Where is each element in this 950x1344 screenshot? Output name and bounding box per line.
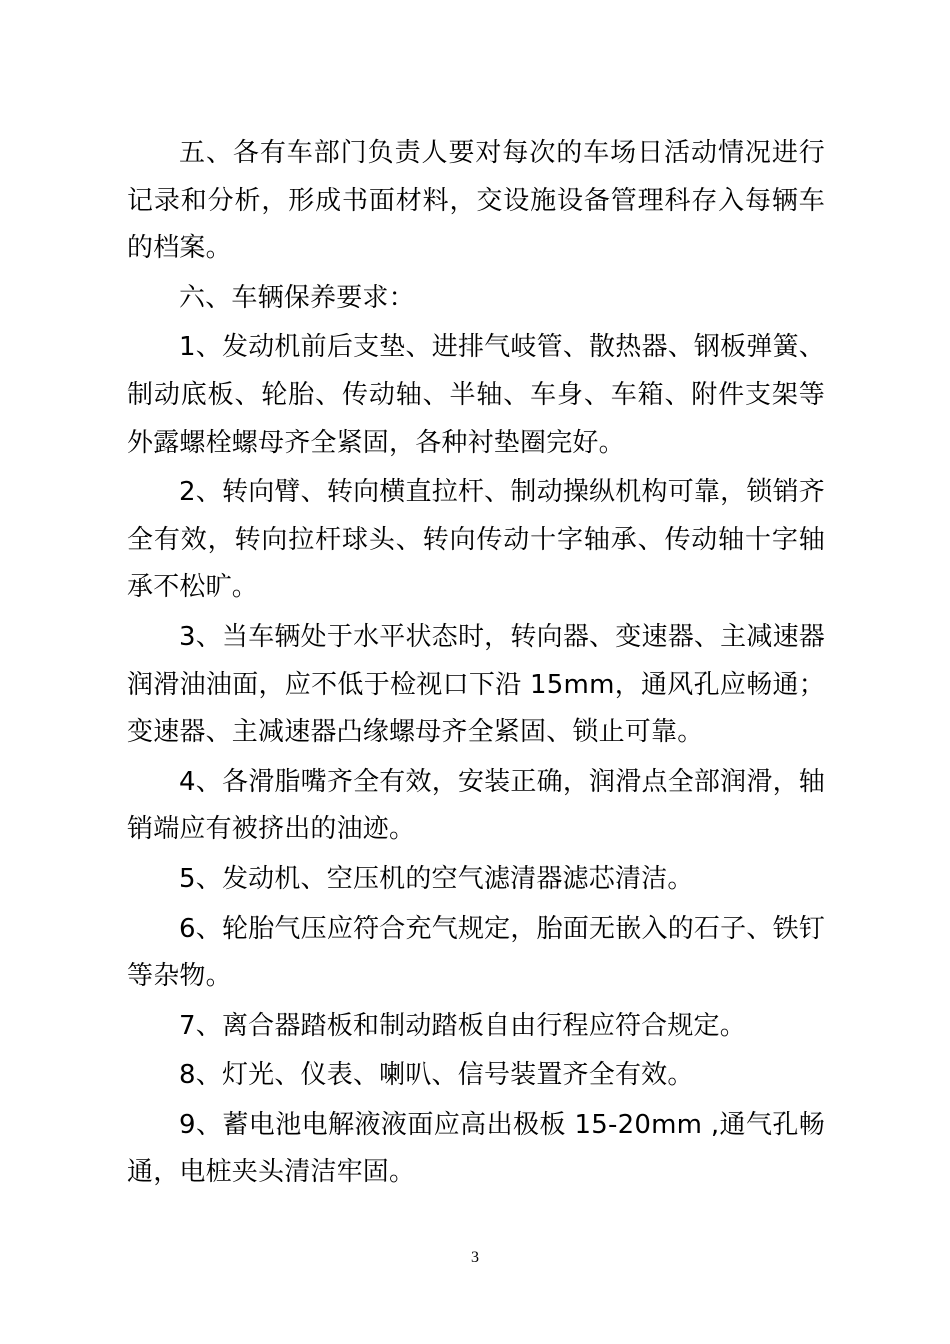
page-number: 3 [471,1249,479,1266]
paragraph-6-maintenance-heading: 六、车辆保养要求： [179,282,415,313]
maintenance-item-8: 8、灯光、仪表、喇叭、信号装置齐全有效。 [179,1060,694,1091]
maintenance-item-3: 3、当车辆处于水平状态时，转向器、变速器、主减速器润滑油油面，应不低于检视口下沿 15mm，通风孔应畅通；变速器、主减速器凸缘螺母齐全紧固、锁止可靠。 [127,621,825,748]
maintenance-item-2: 2、转向臂、转向横直拉杆、制动操纵机构可靠，锁销齐全有效，转向拉杆球头、转向传动十字轴承、传动轴十字轴承不松旷。 [127,477,825,603]
maintenance-item-9: 9、蓄电池电解液液面应高出极板 15-20mm ,通气孔畅通，电桩夹头清洁牢固。 [127,1109,825,1188]
document-body [127,130,825,1199]
maintenance-item-7: 7、离合器踏板和制动踏板自由行程应符合规定。 [179,1010,746,1041]
maintenance-item-4: 4、各滑脂嘴齐全有效，安装正确，润滑点全部润滑，轴销端应有被挤出的油迹。 [127,766,825,845]
maintenance-item-1: 1、发动机前后支垫、进排气岐管、散热器、钢板弹簧、制动底板、轮胎、传动轴、半轴、车身、车箱、附件支架等外露螺栓螺母齐全紧固，各种衬垫圈完好。 [127,332,825,458]
maintenance-item-5: 5、发动机、空压机的空气滤清器滤芯清洁。 [179,863,694,894]
maintenance-item-6: 6、轮胎气压应符合充气规定，胎面无嵌入的石子、铁钉等杂物。 [127,913,825,992]
paragraph-5-record-analysis: 五、各有车部门负责人要对每次的车场日活动情况进行记录和分析，形成书面材料，交设施设备管理科存入每辆车的档案。 [127,138,825,264]
